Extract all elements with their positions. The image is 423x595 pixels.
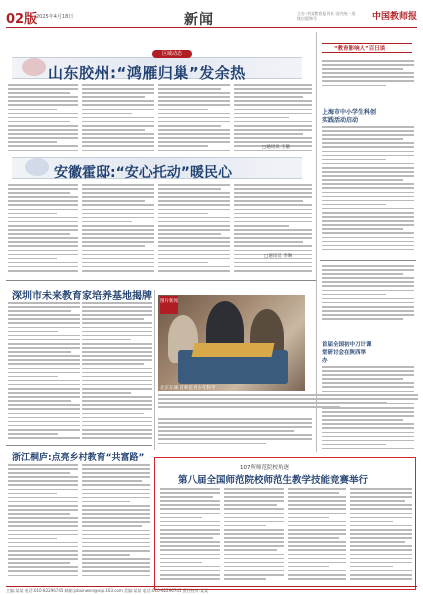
page-footer: 主编:某某 电话:010-82296745 邮箱:jsbxinwen@vip.163.com 美编:某某 电话:010-82296745 责任校对:某某 [6, 586, 417, 593]
news-photo [158, 295, 305, 391]
headline-anhui: 安徽霍邸:“安心托动”暖民心 [54, 165, 233, 181]
photo-caption-overlay: 北京东城·首师范青少年科学 [160, 386, 216, 391]
decoration [25, 158, 49, 176]
sidebar-body [322, 126, 414, 254]
decoration [22, 58, 46, 76]
column-rule [316, 32, 317, 452]
article-body [82, 464, 150, 582]
article-body [158, 84, 230, 154]
article-body [158, 184, 230, 274]
feature-title: 第八届全国师范院校师范生教学技能竞赛举行 [178, 475, 369, 486]
feature-body [224, 488, 284, 586]
feature-body [288, 488, 346, 586]
column-rule [154, 290, 155, 450]
headline-shenzhen: 深圳市未来教育家培养基地揭牌 [12, 291, 152, 302]
section-title: 新闻 [184, 12, 214, 28]
photo-label: 图片新闻 [160, 296, 178, 314]
article-body [158, 418, 312, 450]
headline-zhejiang: 浙江桐庐:点亮乡村教育“共富路” [12, 453, 145, 463]
masthead-info: 主办 中国教育报刊社 国内统一连续出版物号 [297, 11, 356, 21]
sidebar-item-title: 实践活动启动 [322, 117, 359, 124]
section-divider [320, 260, 416, 261]
article-body [8, 184, 78, 274]
headline-shandong: 山东胶州:“鸿雁归巢”发余热 [48, 64, 246, 82]
paper-name: 中国教师报 [371, 12, 417, 22]
article-body [82, 302, 152, 442]
sidebar-item-title: 上海市中小学生科创 [322, 109, 377, 116]
section-divider [6, 445, 152, 446]
article-body [234, 184, 312, 274]
article-body [82, 184, 154, 274]
sidebar-header: “教育影响人”百日谈 [334, 46, 386, 52]
sidebar-item-title: 办 [322, 358, 328, 364]
feature-body [160, 488, 220, 586]
feature-kicker: 107所师范院校角逐 [240, 465, 289, 471]
photo-caption [158, 394, 418, 416]
article-body [82, 84, 154, 154]
sidebar-item-title: 堂研讨会在陕西举 [322, 350, 367, 356]
feature-tag: 区域动态 [152, 50, 192, 58]
sidebar-body [322, 265, 414, 325]
article-body [8, 302, 80, 442]
feature-body [350, 488, 412, 586]
article-body [8, 84, 78, 154]
sidebar-item-title: 首届全国初中刀计课 [322, 342, 372, 348]
page-date: 2025年4月18日 [36, 14, 74, 20]
byline: □通讯员 王敏 [262, 145, 291, 150]
section-divider [6, 280, 316, 281]
sidebar-intro [322, 60, 414, 100]
byline: □通讯员 李琳 [264, 254, 293, 259]
page-number: 02版 [6, 12, 38, 27]
masthead [6, 6, 417, 28]
article-body [8, 464, 78, 582]
